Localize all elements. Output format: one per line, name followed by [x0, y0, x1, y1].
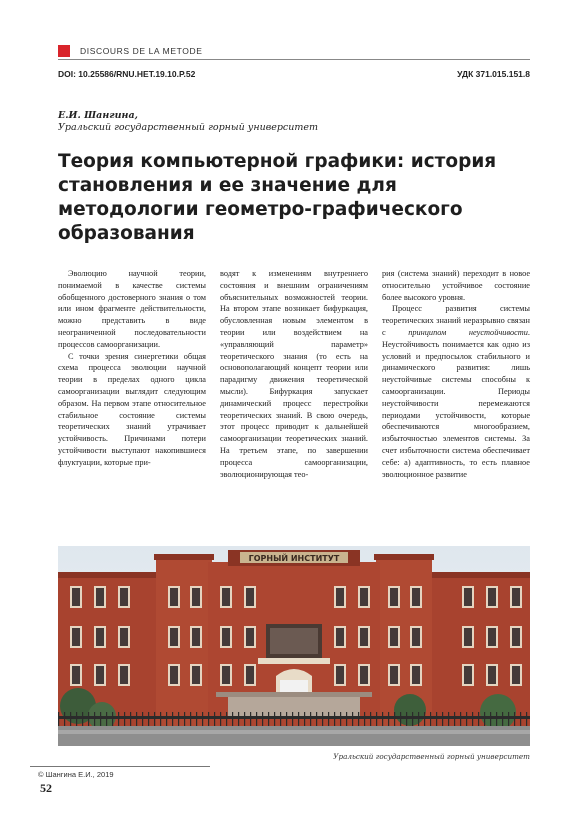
university-building-photo	[58, 546, 530, 746]
fence-bar	[412, 712, 413, 726]
fence-bar	[262, 712, 263, 726]
window-pane	[192, 628, 200, 646]
fence-bar	[442, 712, 443, 726]
window-pane	[336, 666, 344, 684]
udk-code: УДК 371.015.151.8	[457, 69, 530, 79]
fence-bar	[76, 712, 77, 726]
paragraph-text: . Неустойчивость понимается как одно из условий и предпосылок стабильного и динамического развития: лишь неустойчивые системы способны к самоорганизации. Периоды неустойчивости перемежаются периодами устойчивости, которые обеспечиваются многообразием, избыточностью элементов системы. За счет избыточности система обеспечивает себе: а) адаптивность, то есть плавное эволюционное развитие	[382, 327, 530, 479]
page-number: 52	[40, 781, 52, 795]
section-rule	[58, 59, 530, 60]
window-pane	[488, 588, 496, 606]
fence-bar	[502, 712, 503, 726]
fence-bar	[190, 712, 191, 726]
fence-bar	[226, 712, 227, 726]
fence-bar	[124, 712, 125, 726]
fence-bar	[418, 712, 419, 726]
fence-bar	[370, 712, 371, 726]
fence-bar	[322, 712, 323, 726]
window-pane	[222, 666, 230, 684]
fence-bar	[154, 712, 155, 726]
building-illustration	[58, 546, 530, 746]
author-affiliation: Уральский государственный горный университет	[58, 122, 319, 133]
fence-bar	[376, 712, 377, 726]
fence-bar	[118, 712, 119, 726]
window-pane	[246, 666, 254, 684]
fence-bar	[112, 712, 113, 726]
fence-bar	[100, 712, 101, 726]
fence-bar	[196, 712, 197, 726]
window-pane	[192, 588, 200, 606]
window-pane	[170, 628, 178, 646]
doi[interactable]: DOI: 10.25586/RNU.HET.19.10.P.52	[58, 69, 196, 79]
fence-bar	[82, 712, 83, 726]
window-pane	[390, 588, 398, 606]
fence-bar	[406, 712, 407, 726]
paragraph: С точки зрения синергетики общая схема процесса эволюции научной теории в пределах одного цикла самоорганизации выглядит следующим образом. На первом этапе относительное стабильное состояние системы теоретических знаний утрачивает устойчивость. Причинами потери устойчивости выступают накопившиеся флуктуации, которые при-	[58, 351, 206, 467]
author-name: Е.И. Шангина,	[58, 110, 138, 121]
fence-bar	[364, 712, 365, 726]
fence-bar	[454, 712, 455, 726]
window-pane	[170, 666, 178, 684]
copyright: © Шангина Е.И., 2019	[38, 770, 114, 779]
fence-bar	[214, 712, 215, 726]
fence-bar	[436, 712, 437, 726]
fence-bar	[334, 712, 335, 726]
window-pane	[246, 628, 254, 646]
fence-bar	[130, 712, 131, 726]
article-body	[58, 268, 530, 480]
fence-bar	[106, 712, 107, 726]
emphasis-term: принципом неустойчивости	[408, 327, 528, 337]
window-pane	[170, 588, 178, 606]
paragraph: водят к изменениям внутреннего состояния и внешним ограничениям объяснительных возможностей теории. На втором этапе возникает бифуркация, обусловленная новым элементом в теории или воздействием на «управляющий параметр» теоретического знания (то есть на основополагающий концепт теории или парадигму движения теоретической мысли). Бифуркация запускает динамический процесс перестройки теоретических знаний. В свою очередь, этот процесс приводит к дальнейшей самоорганизации теоретических знаний. На третьем этапе, по завершении процесса самоорганизации, эволюционирующая тео-	[220, 269, 368, 479]
fence-bar	[250, 712, 251, 726]
fence-bar	[70, 712, 71, 726]
window-pane	[464, 666, 472, 684]
section-name: DISCOURS DE LA METODE	[80, 46, 203, 56]
window-pane	[412, 666, 420, 684]
window-pane	[390, 666, 398, 684]
fence-bar	[394, 712, 395, 726]
window-pane	[336, 628, 344, 646]
fence-bar	[382, 712, 383, 726]
fence-bar	[400, 712, 401, 726]
fence-bar	[136, 712, 137, 726]
fence-bar	[328, 712, 329, 726]
window-pane	[120, 628, 128, 646]
fence-bar	[490, 712, 491, 726]
window-pane	[360, 588, 368, 606]
window-pane	[96, 588, 104, 606]
window-pane	[222, 588, 230, 606]
fence-bar	[166, 712, 167, 726]
fence-bar	[64, 712, 65, 726]
fence-bar	[286, 712, 287, 726]
article-title: Теория компьютерной графики: история становления и ее значение для методологии геометро-графического образования	[58, 151, 497, 244]
fence-bar	[526, 712, 527, 726]
column-1	[58, 268, 206, 480]
paragraph: рия (система знаний) переходит в новое относительно устойчивое состояние более высокого уровня.	[382, 269, 530, 302]
paragraph-text: Процесс развития системы теоретических знаний неразрывно связан с	[382, 304, 530, 337]
footnote-rule	[30, 766, 210, 767]
fence-bar	[238, 712, 239, 726]
fence-bar	[352, 712, 353, 726]
section-marker	[58, 45, 70, 57]
paragraph	[382, 303, 530, 480]
window-pane	[96, 666, 104, 684]
fence-bar	[220, 712, 221, 726]
fence-bar	[310, 712, 311, 726]
window-pane	[120, 588, 128, 606]
window-pane	[412, 628, 420, 646]
photo-caption: Уральский государственный горный университет	[333, 752, 530, 761]
fence-bar	[202, 712, 203, 726]
window-pane	[390, 628, 398, 646]
window-pane	[120, 666, 128, 684]
author-block	[58, 110, 318, 134]
window-pane	[512, 666, 520, 684]
fence-bar	[388, 712, 389, 726]
window-pane	[336, 588, 344, 606]
fence-bar	[448, 712, 449, 726]
fence-bar	[268, 712, 269, 726]
window-pane	[72, 628, 80, 646]
fence-bar	[274, 712, 275, 726]
fence-bar	[316, 712, 317, 726]
section-header	[58, 44, 530, 58]
window-pane	[464, 628, 472, 646]
fence-bar	[88, 712, 89, 726]
column-2	[220, 268, 368, 480]
building-sign: ГОРНЫЙ ИНСТИТУТ	[248, 554, 340, 563]
window-pane	[360, 666, 368, 684]
fence-bar	[244, 712, 245, 726]
fence-bar	[142, 712, 143, 726]
window-pane	[512, 588, 520, 606]
fence-bar	[148, 712, 149, 726]
fence-bar	[520, 712, 521, 726]
column-3	[382, 268, 530, 480]
window-pane	[360, 628, 368, 646]
fence-bar	[508, 712, 509, 726]
window-pane	[222, 628, 230, 646]
fence-bar	[256, 712, 257, 726]
fence-bar	[460, 712, 461, 726]
fence-bar	[58, 712, 59, 726]
fence-bar	[358, 712, 359, 726]
fence-bar	[94, 712, 95, 726]
window-pane	[512, 628, 520, 646]
fence-bar	[160, 712, 161, 726]
fence-bar	[514, 712, 515, 726]
fence-bar	[430, 712, 431, 726]
window-pane	[246, 588, 254, 606]
fence-bar	[424, 712, 425, 726]
fence-bar	[496, 712, 497, 726]
fence-bar	[484, 712, 485, 726]
fence-bar	[346, 712, 347, 726]
fence-bar	[340, 712, 341, 726]
window-pane	[192, 666, 200, 684]
window-pane	[72, 588, 80, 606]
window-pane	[96, 628, 104, 646]
fence-bar	[232, 712, 233, 726]
window-pane	[72, 666, 80, 684]
fence-bar	[298, 712, 299, 726]
fence-bar	[178, 712, 179, 726]
window-pane	[488, 628, 496, 646]
fence-bar	[466, 712, 467, 726]
fence-bar	[292, 712, 293, 726]
fence-bar	[172, 712, 173, 726]
window-pane	[412, 588, 420, 606]
fence-bar	[184, 712, 185, 726]
fence-bar	[304, 712, 305, 726]
paragraph: Эволюцию научной теории, понимаемой в качестве системы обобщенного достоверного знания о том или ином фрагменте действительности, можно представить в виде неограниченной последовательности процессов самоорганизации.	[58, 269, 206, 349]
fence-bar	[478, 712, 479, 726]
fence-bar	[280, 712, 281, 726]
window-pane	[488, 666, 496, 684]
fence-bar	[472, 712, 473, 726]
fence-bar	[208, 712, 209, 726]
window-pane	[464, 588, 472, 606]
